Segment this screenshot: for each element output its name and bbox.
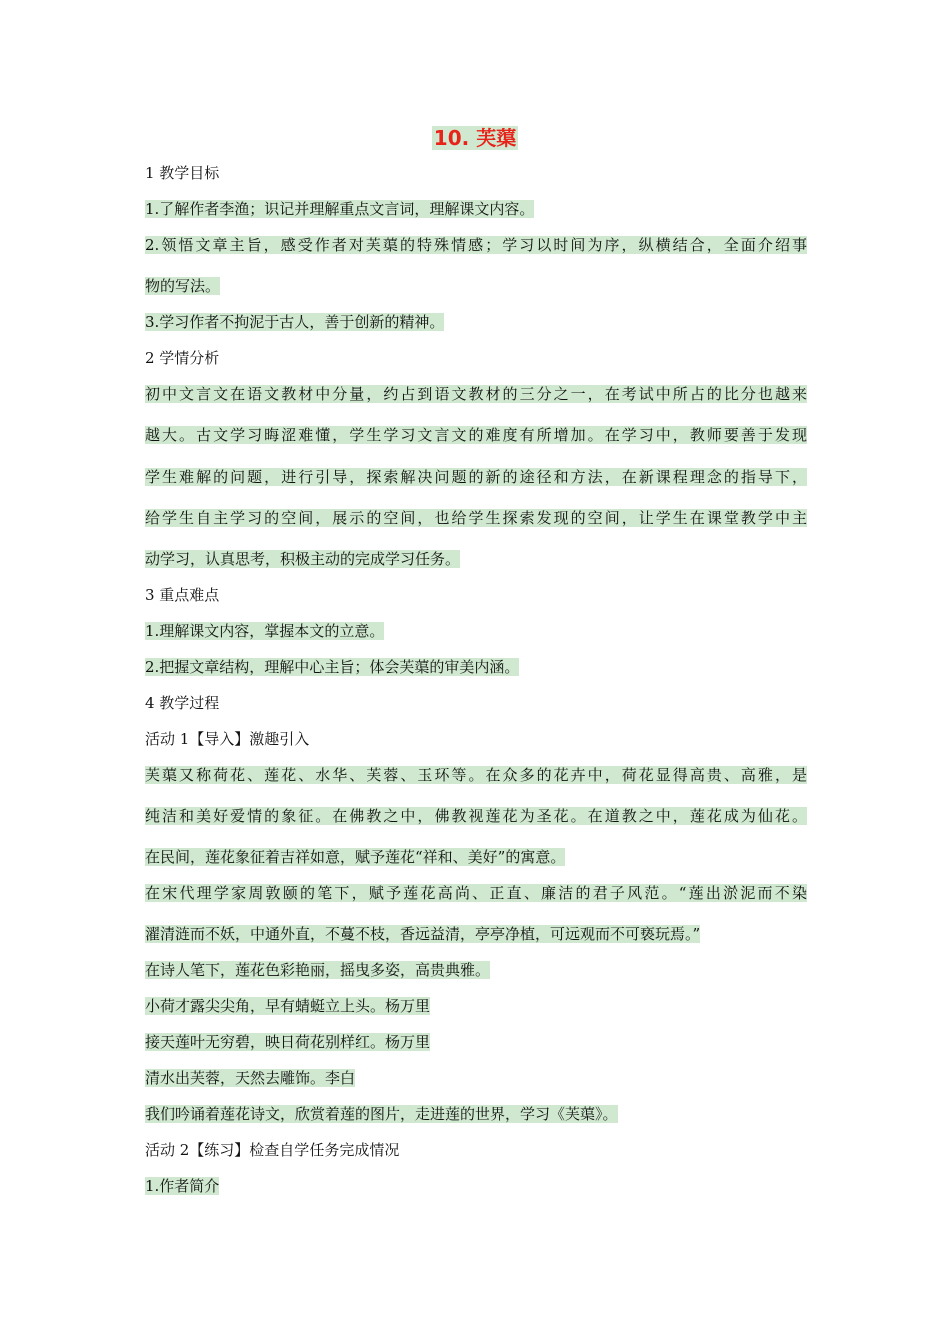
section-heading: 1 教学目标 xyxy=(145,164,220,182)
text-line: 动学习，认真思考，积极主动的完成学习任务。 xyxy=(145,550,461,568)
text-line: 物的写法。 xyxy=(145,277,221,295)
text-line: 2.把握文章结构，理解中心主旨；体会芙蕖的审美内涵。 xyxy=(145,658,520,676)
activity-heading: 活动 1【导入】激趣引入 xyxy=(145,730,310,748)
text-line: 在民间，莲花象征着吉祥如意，赋予莲花“祥和、美好”的寓意。 xyxy=(145,848,566,866)
text-line: 学生难解的问题，进行引导，探索解决问题的新的途径和方法，在新课程理念的指导下， xyxy=(145,468,807,486)
poem-line: 小荷才露尖尖角，早有蜻蜓立上头。杨万里 xyxy=(145,997,431,1015)
text-line: 1.作者简介 xyxy=(145,1177,220,1195)
text-line: 在宋代理学家周敦颐的笔下，赋予莲花高尚、正直、廉洁的君子风范。“莲出淤泥而不染 xyxy=(145,884,807,902)
section-heading: 3 重点难点 xyxy=(145,586,220,604)
text-line: 初中文言文在语文教材中分量，约占到语文教材的三分之一，在考试中所占的比分也越来 xyxy=(145,385,807,403)
activity-heading: 活动 2【练习】检查自学任务完成情况 xyxy=(145,1141,400,1159)
poem-line: 接天莲叶无穷碧，映日荷花别样红。杨万里 xyxy=(145,1033,431,1051)
poem-line: 清水出芙蓉，天然去雕饰。李白 xyxy=(145,1069,356,1087)
section-heading: 2 学情分析 xyxy=(145,349,220,367)
text-line: 2.领悟文章主旨，感受作者对芙蕖的特殊情感；学习以时间为序，纵横结合，全面介绍事 xyxy=(145,236,807,254)
text-line: 纯洁和美好爱情的象征。在佛教之中，佛教视莲花为圣花。在道教之中，莲花成为仙花。 xyxy=(145,807,807,825)
text-line: 芙蕖又称荷花、莲花、水华、芙蓉、玉环等。在众多的花卉中，荷花显得高贵、高雅，是 xyxy=(145,766,807,784)
page-title xyxy=(0,124,950,152)
text-line: 濯清涟而不妖，中通外直，不蔓不枝，香远益清，亭亭净植，可远观而不可亵玩焉。” xyxy=(145,925,701,943)
text-line: 我们吟诵着莲花诗文，欣赏着莲的图片，走进莲的世界，学习《芙蕖》。 xyxy=(145,1105,618,1123)
page-title-text: 10. 芙蕖 xyxy=(433,126,517,150)
text-line: 1.了解作者李渔；识记并理解重点文言词，理解课文内容。 xyxy=(145,200,535,218)
text-line: 1.理解课文内容，掌握本文的立意。 xyxy=(145,622,385,640)
text-line: 越大。古文学习晦涩难懂，学生学习文言文的难度有所增加。在学习中，教师要善于发现 xyxy=(145,426,807,444)
text-line: 在诗人笔下，莲花色彩艳丽，摇曳多姿，高贵典雅。 xyxy=(145,961,491,979)
text-line: 3.学习作者不拘泥于古人，善于创新的精神。 xyxy=(145,313,445,331)
section-heading: 4 教学过程 xyxy=(145,694,220,712)
text-line: 给学生自主学习的空间，展示的空间，也给学生探索发现的空间，让学生在课堂教学中主 xyxy=(145,509,807,527)
